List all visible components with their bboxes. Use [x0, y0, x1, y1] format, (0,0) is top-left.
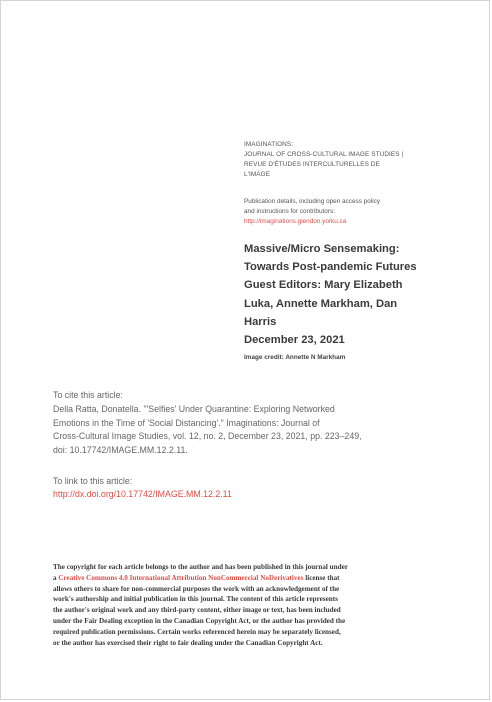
- copyright-line: under the Fair Dealing exception in the Canadian Copyright Act, or the author has provided the: [53, 616, 346, 625]
- citation-block: [53, 389, 453, 457]
- doi-link[interactable]: http://dx.doi.org/10.17742/IMAGE.MM.12.2.11: [53, 489, 232, 500]
- journal-line: REVUE D'ÉTUDES INTERCULTURELLES DE: [244, 161, 380, 168]
- publication-line: Publication details, including open access policy: [244, 198, 381, 205]
- title-line: Luka, Annette Markham, Dan: [244, 297, 398, 310]
- article-link-block: [53, 475, 453, 502]
- title-line: Massive/Micro Sensemaking:: [244, 243, 400, 255]
- copyright-line: work's authorship and initial publication in this journal. The content of this article represents: [53, 595, 338, 604]
- copyright-line: the author's original work and any third-party content, either image or text, has been included: [53, 606, 341, 615]
- citation-line: Della Ratta, Donatella. "'Selfies' Under Quarantine: Exploring Networked: [53, 404, 335, 415]
- title-line: Harris: [244, 315, 277, 328]
- journal-line: L'IMAGE: [244, 171, 271, 178]
- citation-line: Cross-Cultural Image Studies, vol. 12, no. 2, December 23, 2021, pp. 223–249,: [53, 431, 362, 442]
- title-line: Guest Editors: Mary Elizabeth: [244, 279, 403, 292]
- publication-details: [244, 197, 464, 227]
- copyright-text: a: [53, 573, 59, 582]
- journal-line: IMAGINATIONS:: [244, 141, 294, 148]
- copyright-line: or the author has exercised their right to fair dealing under the Canadian Copyright Act.: [53, 638, 323, 647]
- issue-date: December 23, 2021: [244, 334, 345, 347]
- copyright-line: allows others to share for non-commercial purposes the work with an acknowledgement of the: [53, 584, 340, 593]
- copyright-text: license that: [303, 573, 340, 582]
- journal-line: JOURNAL OF CROSS-CULTURAL IMAGE STUDIES |: [244, 151, 404, 158]
- journal-url-link[interactable]: http://imaginations.glendon.yorku.ca: [244, 218, 347, 225]
- image-credit: Image credit: Annette N Markham: [244, 354, 346, 361]
- issue-title: [244, 240, 459, 349]
- publication-line: and instructions for contributors:: [244, 208, 335, 215]
- copyright-line: [53, 573, 453, 584]
- copyright-notice: [53, 562, 453, 648]
- citation-line: doi: 10.17742/IMAGE.MM.12.2.11.: [53, 444, 188, 455]
- title-line: Towards Post-pandemic Futures: [244, 261, 417, 274]
- citation-label: To cite this article:: [53, 390, 123, 400]
- copyright-line: required publication permissions. Certain works referenced herein may be separately licensed,: [53, 627, 341, 636]
- citation-line: Emotions in the Time of 'Social Distancing'." Imaginations: Journal of: [53, 417, 320, 428]
- copyright-line: The copyright for each article belongs to the author and has been published in this journal under: [53, 563, 348, 571]
- journal-name: [244, 140, 459, 180]
- link-label: To link to this article:: [53, 476, 133, 486]
- license-link[interactable]: Creative Commons 4.0 International Attribution NonCommercial NoDerivatives: [58, 573, 304, 582]
